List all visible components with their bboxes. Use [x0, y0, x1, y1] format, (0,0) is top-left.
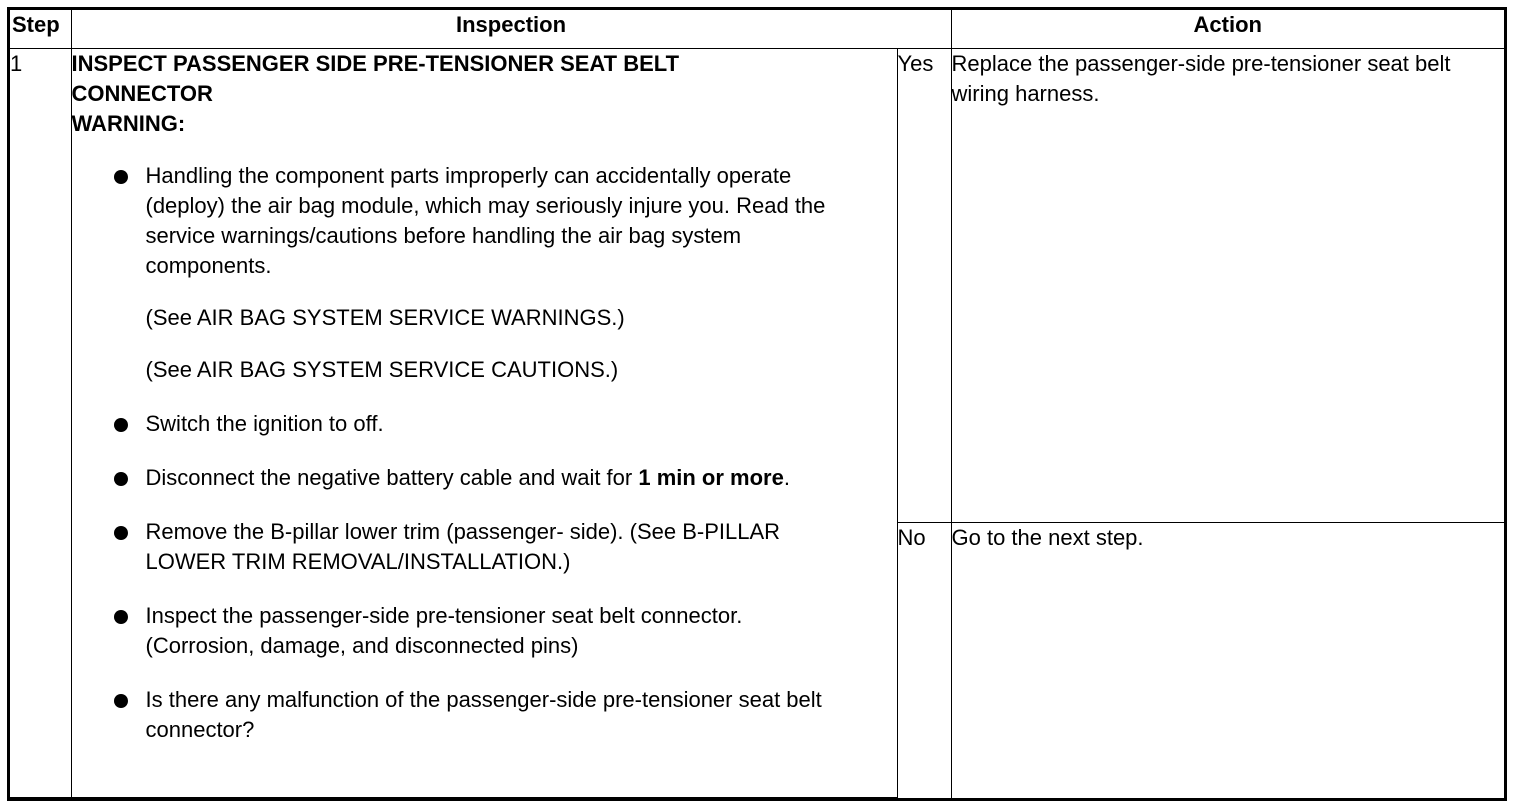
diagnostic-procedure-table	[10, 10, 1504, 798]
bullet-text-ignition: Switch the ignition to off.	[145, 411, 384, 436]
diagnostic-procedure-sheet	[7, 7, 1507, 801]
header-row	[10, 10, 1504, 49]
inspection-title-line1: INSPECT PASSENGER SIDE PRE-TENSIONER SEAT BELT	[71, 51, 680, 76]
bullet-text-battery-duration: 1 min or more	[638, 465, 784, 490]
bullet-text-battery: Disconnect the negative battery cable and wait for	[145, 465, 639, 490]
bullet-text-handling: Handling the component parts improperly can accidentally operate (deploy) the air bag module, which may seriously injure you. Read the service warnings/cautions before handling the air bag system components.	[145, 163, 826, 278]
list-item	[72, 601, 846, 661]
warning-label: WARNING:	[71, 111, 186, 136]
bullet-text-trim: Remove the B-pillar lower trim (passenger- side). (See B-PILLAR LOWER TRIM REMOVAL/INSTALLATION.)	[145, 519, 781, 574]
bullet-icon	[114, 472, 128, 486]
reference-cautions: (See AIR BAG SYSTEM SERVICE CAUTIONS.)	[145, 357, 619, 382]
header-inspection: Inspection	[71, 10, 951, 49]
bullet-icon	[114, 170, 128, 184]
bullet-text-question: Is there any malfunction of the passenger-side pre-tensioner seat belt connector?	[145, 687, 822, 742]
table-row-yes	[10, 49, 1504, 523]
inspection-title	[72, 49, 897, 139]
inspection-cell	[71, 49, 897, 798]
header-action: Action	[951, 10, 1504, 49]
list-item	[72, 685, 846, 745]
bullet-text-inspect: Inspect the passenger-side pre-tensioner seat belt connector. (Corrosion, damage, and disconnected pins)	[145, 603, 743, 658]
no-action: Go to the next step.	[951, 523, 1504, 798]
bullet-icon	[114, 610, 128, 624]
bullet-icon	[114, 418, 128, 432]
yes-label: Yes	[897, 49, 951, 523]
bullet-icon	[114, 694, 128, 708]
step-number: 1	[10, 49, 71, 798]
list-item	[72, 161, 846, 385]
bullet-icon	[114, 526, 128, 540]
no-label: No	[897, 523, 951, 798]
list-item	[72, 517, 846, 577]
inspection-title-line2: CONNECTOR	[71, 81, 213, 106]
list-item	[72, 409, 846, 439]
bullet-text-battery-end: .	[783, 465, 790, 490]
reference-warnings: (See AIR BAG SYSTEM SERVICE WARNINGS.)	[145, 305, 625, 330]
list-item	[72, 463, 846, 493]
yes-action: Replace the passenger-side pre-tensioner seat belt wiring harness.	[951, 49, 1504, 523]
inspection-bullet-list	[72, 161, 897, 745]
header-step: Step	[10, 10, 71, 49]
